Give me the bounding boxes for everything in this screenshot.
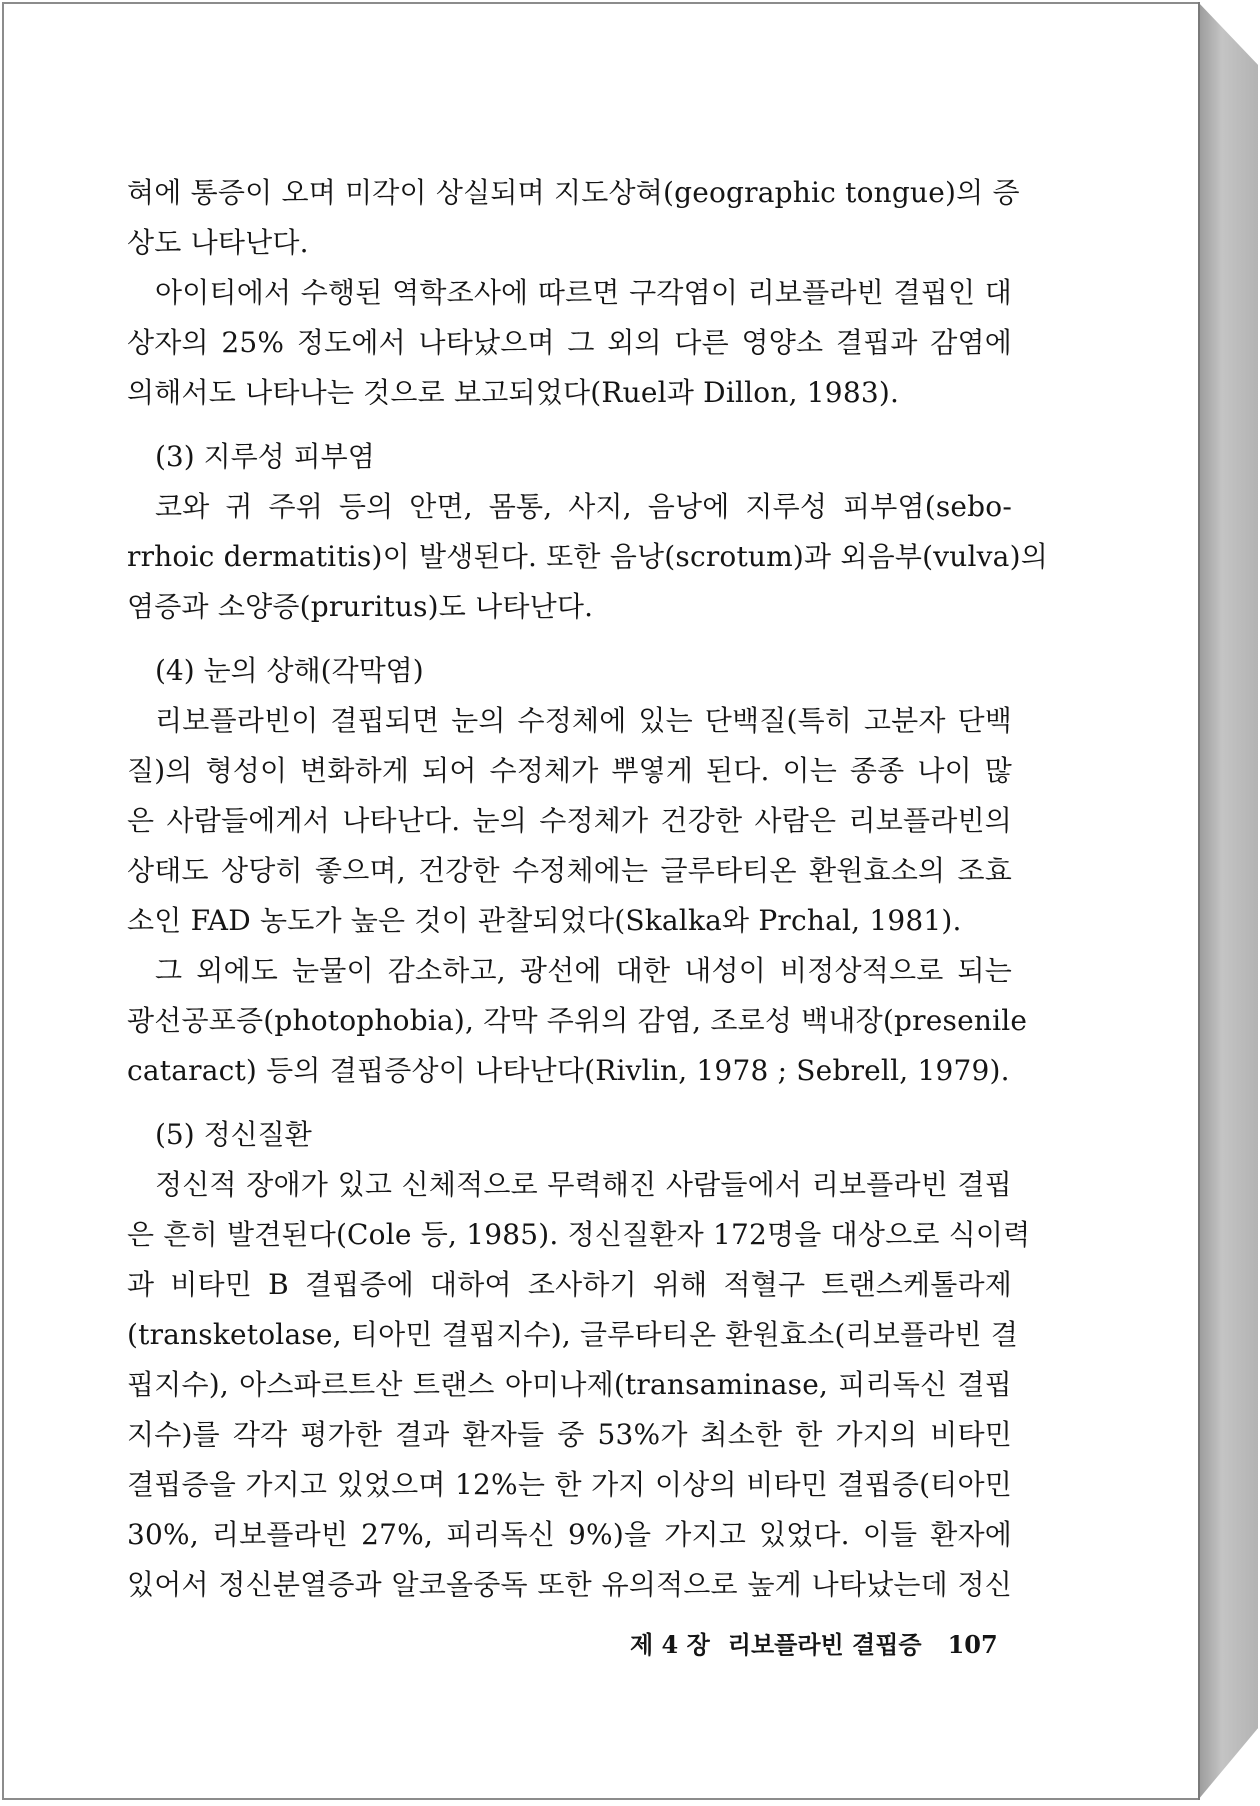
text-line: 리보플라빈이 결핍되면 눈의 수정체에 있는 단백질(특히 고분자 단백 [155,704,1012,737]
text-line: 의해서도 나타나는 것으로 보고되었다(Ruel과 Dillon, 1983). [127,376,900,409]
page-edge-line [1198,2,1200,1800]
text-line: 은 사람들에게서 나타난다. 눈의 수정체가 건강한 사람은 리보플라빈의 [127,804,1012,837]
text-line: (transketolase, 티아민 결핍지수), 글루타티온 환원효소(리보플라빈 결 [127,1318,1019,1351]
page-footer [630,1628,998,1662]
text-line: 은 흔히 발견된다(Cole 등, 1985). 정신질환자 172명을 대상으로 식이력 [127,1218,1031,1251]
text-line: 상태도 상당히 좋으며, 건강한 수정체에는 글루타티온 환원효소의 조효 [127,854,1012,887]
section-heading: (5) 정신질환 [155,1118,312,1151]
text-line: 지수)를 각각 평가한 결과 환자들 중 53%가 최소한 한 가지의 비타민 [127,1418,1012,1451]
text-line: 결핍증을 가지고 있었으며 12%는 한 가지 이상의 비타민 결핍증(티아민 [127,1468,1012,1501]
chapter-label: 제 4 장 [630,1630,710,1659]
text-line: 있어서 정신분열증과 알코올중독 또한 유의적으로 높게 나타났는데 정신 [127,1568,1012,1601]
text-line: 30%, 리보플라빈 27%, 피리독신 9%)을 가지고 있었다. 이들 환자에 [127,1518,1012,1551]
text-line: rrhoic dermatitis)이 발생된다. 또한 음낭(scrotum)과 외음부(vulva)의 [127,540,1048,573]
section-heading: (3) 지루성 피부염 [155,440,375,473]
text-line: 상자의 25% 정도에서 나타났으며 그 외의 다른 영양소 결핍과 감염에 [127,326,1012,359]
body-text [127,168,1048,1610]
text-line: 소인 FAD 농도가 높은 것이 관찰되었다(Skalka와 Prchal, 1981). [127,904,962,937]
text-line: 핍지수), 아스파르트산 트랜스 아미나제(transaminase, 피리독신 결핍 [127,1368,1012,1401]
text-line: 정신적 장애가 있고 신체적으로 무력해진 사람들에서 리보플라빈 결핍 [155,1168,1012,1201]
book-page-edge [1198,2,1258,1800]
text-line: 광선공포증(photophobia), 각막 주위의 감염, 조로성 백내장(presenile [127,1004,1028,1037]
text-line: 질)의 형성이 변화하게 되어 수정체가 뿌옇게 된다. 이는 종종 나이 많 [127,754,1012,787]
text-line: 과 비타민 B 결핍증에 대하여 조사하기 위해 적혈구 트랜스케톨라제 [127,1268,1012,1301]
page-number: 107 [947,1630,998,1659]
text-line: 아이티에서 수행된 역학조사에 따르면 구각염이 리보플라빈 결핍인 대 [155,276,1012,309]
text-line: 염증과 소양증(pruritus)도 나타난다. [127,590,594,623]
chapter-title: 리보플라빈 결핍증 [727,1630,922,1659]
text-line: cataract) 등의 결핍증상이 나타난다(Rivlin, 1978 ; Sebrell, 1979). [127,1054,1010,1087]
text-line: 상도 나타난다. [127,226,309,259]
section-heading: (4) 눈의 상해(각막염) [155,654,424,687]
text-line: 그 외에도 눈물이 감소하고, 광선에 대한 내성이 비정상적으로 되는 [155,954,1012,987]
text-line: 코와 귀 주위 등의 안면, 몸통, 사지, 음낭에 지루성 피부염(sebo- [155,490,1012,523]
text-line: 혀에 통증이 오며 미각이 상실되며 지도상혀(geographic tongue)의 증 [127,176,1020,209]
